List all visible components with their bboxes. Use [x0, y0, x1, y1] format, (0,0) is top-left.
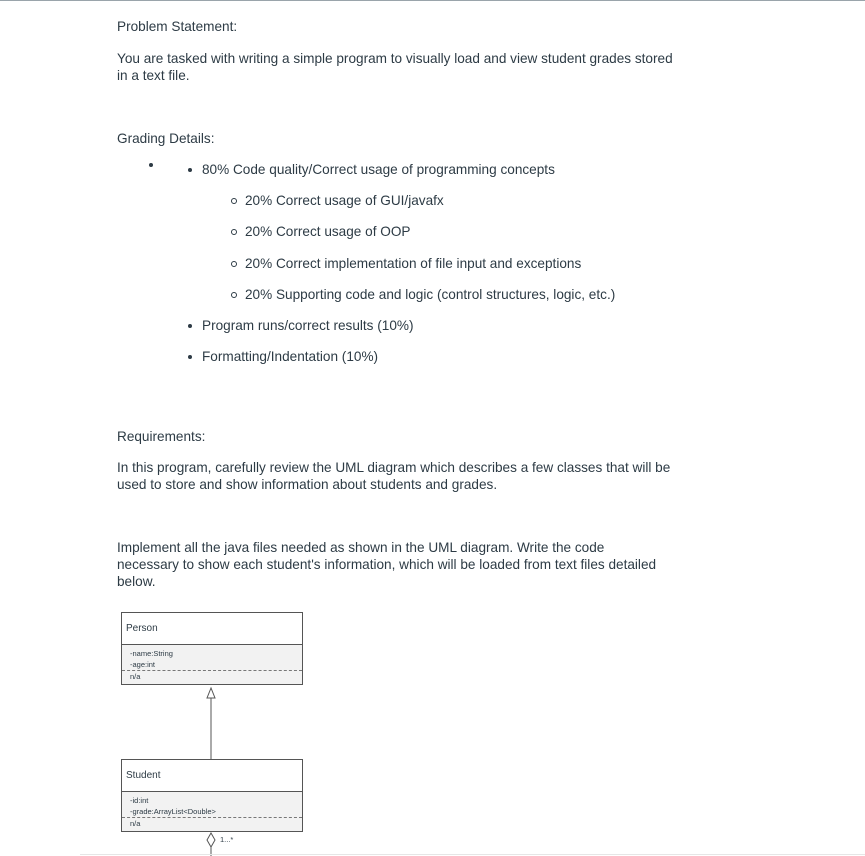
person-attr-name: -name:String	[130, 649, 173, 658]
person-operations: n/a	[122, 670, 302, 684]
person-class-name: Person	[122, 613, 302, 645]
student-class-box	[121, 759, 303, 832]
student-attributes	[122, 792, 302, 817]
student-operations: n/a	[122, 817, 302, 831]
grading-heading: Grading Details:	[117, 131, 215, 146]
student-class-name: Student	[122, 760, 302, 792]
aggregation-diamond-icon	[207, 833, 215, 847]
circle-bullet-icon	[231, 229, 237, 235]
empty-bullet	[149, 163, 153, 167]
grading-subitem: 20% Correct implementation of file input and exceptions	[245, 255, 581, 272]
grading-item: Formatting/Indentation (10%)	[202, 348, 378, 365]
person-class-box	[121, 612, 303, 685]
inheritance-arrow-icon	[207, 688, 215, 698]
grading-subitem: 20% Correct usage of OOP	[245, 223, 410, 240]
person-attr-age: -age:int	[130, 660, 156, 669]
grading-item: 80% Code quality/Correct usage of programming concepts	[202, 161, 555, 178]
grading-subitem: 20% Supporting code and logic (control structures, logic, etc.)	[245, 286, 615, 303]
grading-item: Program runs/correct results (10%)	[202, 317, 414, 334]
uml-diagram	[118, 610, 308, 856]
bottom-divider	[80, 854, 865, 855]
student-attr-grade: -grade:ArrayList<Double>	[130, 807, 216, 816]
grading-subitem: 20% Correct usage of GUI/javafx	[245, 192, 444, 209]
circle-bullet-icon	[231, 292, 237, 298]
student-attr-id: -id:int	[130, 796, 149, 805]
person-attributes	[122, 645, 302, 670]
requirements-body-1: In this program, carefully review the UML diagram which describes a few classes that will be used to store and show information about students and grades.	[117, 460, 671, 492]
circle-bullet-icon	[231, 261, 237, 267]
requirements-body-2: Implement all the java files needed as shown in the UML diagram. Write the code necessary to show each student's information, which will be loaded from text files detailed below.	[117, 540, 657, 589]
multiplicity-label: 1...*	[220, 835, 234, 844]
problem-body: You are tasked with writing a simple program to visually load and view student grades stored in a text file.	[117, 51, 673, 83]
top-divider	[0, 0, 865, 1]
problem-heading: Problem Statement:	[117, 19, 238, 34]
bullet-icon	[188, 324, 192, 328]
requirements-heading: Requirements:	[117, 429, 206, 444]
bullet-icon	[188, 168, 192, 172]
circle-bullet-icon	[231, 198, 237, 204]
bullet-icon	[188, 355, 192, 359]
